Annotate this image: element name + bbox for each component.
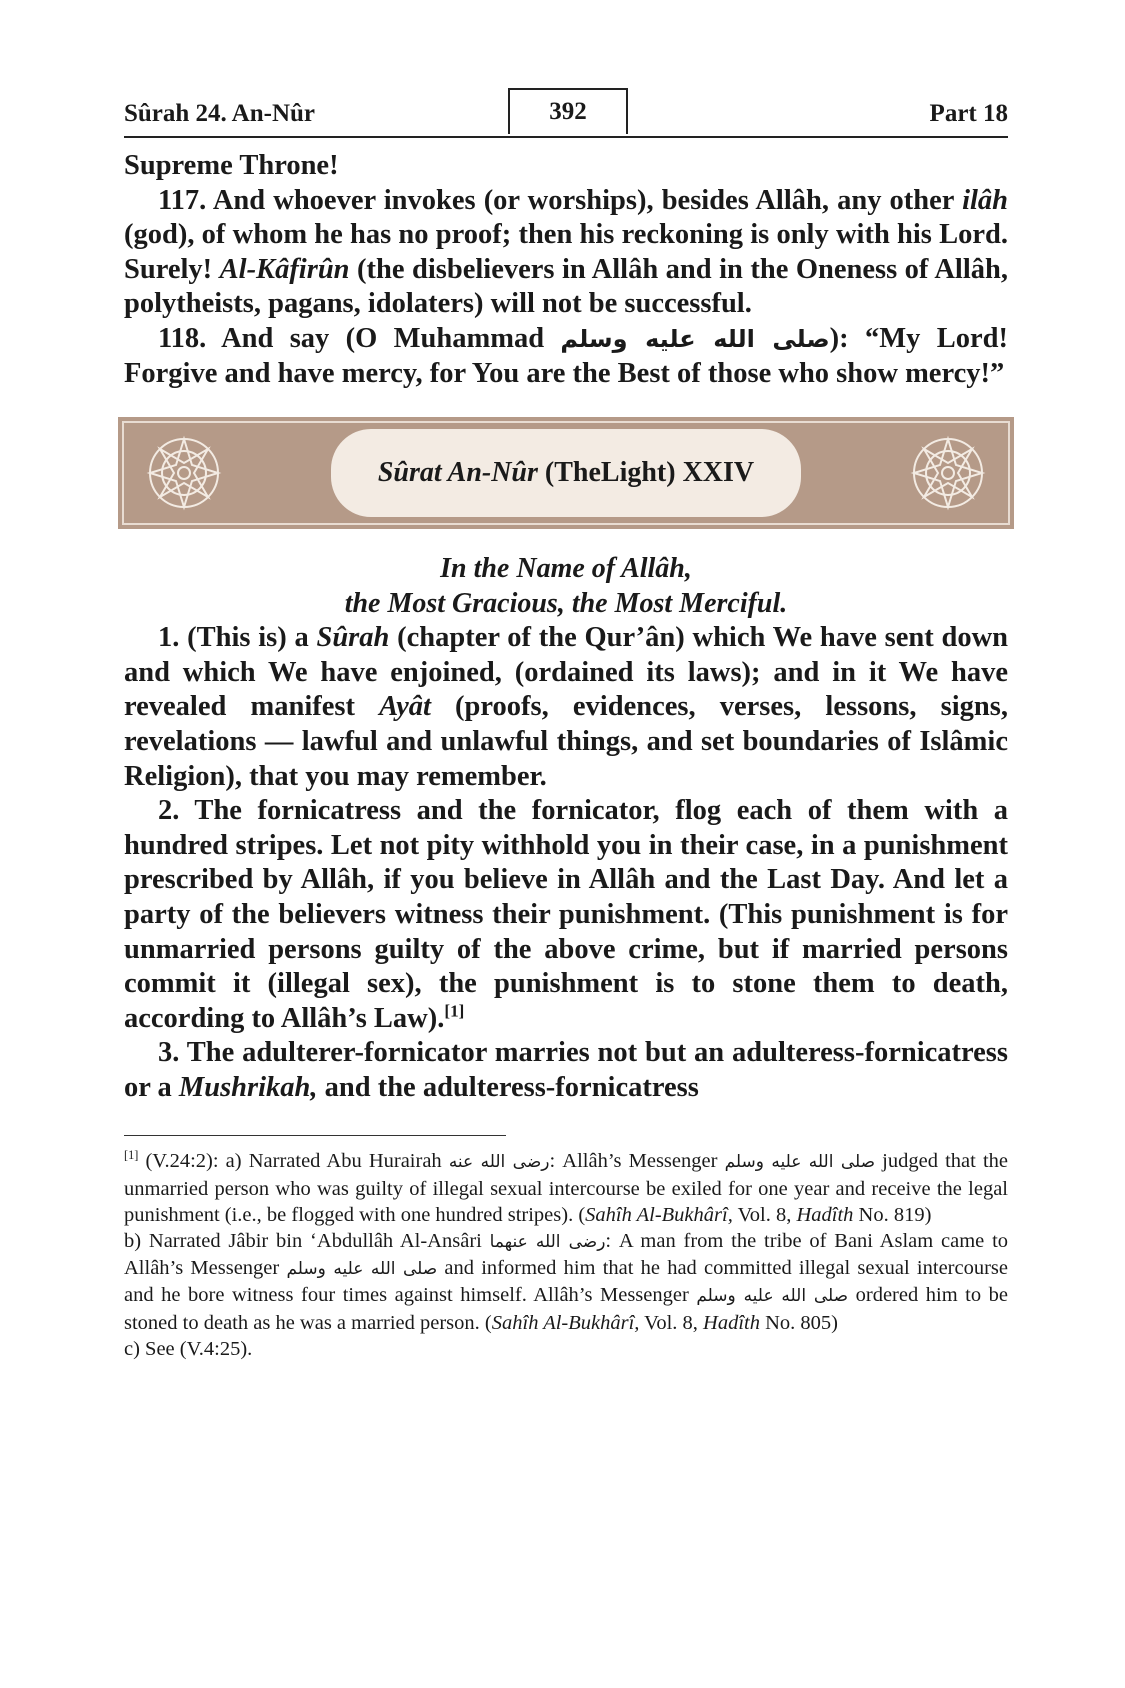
verses-body [124,621,1008,1105]
page [124,92,1008,1362]
running-header [124,92,1008,138]
footnote-a: [1] (V.24:2): a) Narrated Abu Hurairah رضى الله عنه: Allâh’s Messenger صلى الله عليه وسلم judged that the unmarried person who was guilty of illegal sexual intercourse be exiled for one year and receive the legal punishment (i.e., be flogged with one hundred stripes). (Sahîh Al-Bukhârî, Vol. 8, Hadîth No. 819) [124,1148,1009,1226]
bismillah [124,551,1008,621]
verse-2: 2. The fornicatress and the fornicator, flog each of them with a hundred stripes. Let not pity withhold you in their case, in a punishment prescribed by Allâh, if you believe in Allâh and the Last Day. And let a party of the believers witness their punishment. (This punishment is for unmarried persons guilty of the above crime, but if married persons commit it (illegal sex), the punishment is to stone them to death, according to Allâh’s Law).[1] [124,795,1008,1034]
footnote-c: c) See (V.4:25). [124,1337,253,1360]
verse-1: 1. (This is) a Sûrah (chapter of the Qur’ân) which We have sent down and which We have enjoined, (ordained its laws); and in it We have revealed manifest Ayât (proofs, evidences, verses, lessons, signs, revelations — lawful and unlawful things, and set boundaries of Islâmic Religion), that you may remember. [124,622,1008,792]
page-number: 392 [508,88,628,134]
rosette-ornament-icon [144,433,224,513]
banner-title [331,429,801,517]
surah-title: Sûrah 24. An-Nûr [124,100,316,127]
verses-top [124,149,1008,391]
verse-3: 3. The adulterer-fornicator marries not but an adulteress-fornicatress or a Mushrikah, and the adulteress-fornicatress [124,1037,1008,1103]
rosette-ornament-icon [908,433,988,513]
footnote-b: b) Narrated Jâbir bin ‘Abdullâh Al-Ansâri رضى الله عنهما: A man from the tribe of Bani Aslam came to Allâh’s Messenger صلى الله عليه وسلم and informed him that he had committed illegal sexual intercourse and he bore witness four times against himself. Allâh’s Messenger صلى الله عليه وسلم ordered him to be stoned to death as he was a married person. (Sahîh Al-Bukhârî, Vol. 8, Hadîth No. 805) [124,1230,1009,1334]
footnote-reference[interactable]: [1] [444,1001,465,1021]
surah-banner [118,417,1014,529]
verse-continuation: Supreme Throne! [124,150,339,181]
footnote [124,1148,1008,1362]
banner-title-rest: (TheLight) XXIV [544,457,755,489]
verse-118: 118. And say (O Muhammad صلى الله عليه وسلم): “My Lord! Forgive and have mercy, for You are the Best of those who show mercy!” [124,322,1008,389]
footnote-divider [124,1135,506,1136]
banner-title-italic: Sûrat An-Nûr [377,457,538,489]
part-label: Part 18 [929,100,1008,127]
bismillah-line-1: In the Name of Allâh, [440,553,692,585]
verse-117: 117. And whoever invokes (or worships), besides Allâh, any other ilâh (god), of whom he has no proof; then his reckoning is only with his Lord. Surely! Al-Kâfirûn (the disbelievers in Allâh and in the Oneness of Allâh, polytheists, pagans, idolaters) will not be successful. [124,184,1008,320]
footnote-marker: [1] [124,1148,139,1163]
bismillah-line-2: the Most Gracious, the Most Merciful. [344,588,788,620]
